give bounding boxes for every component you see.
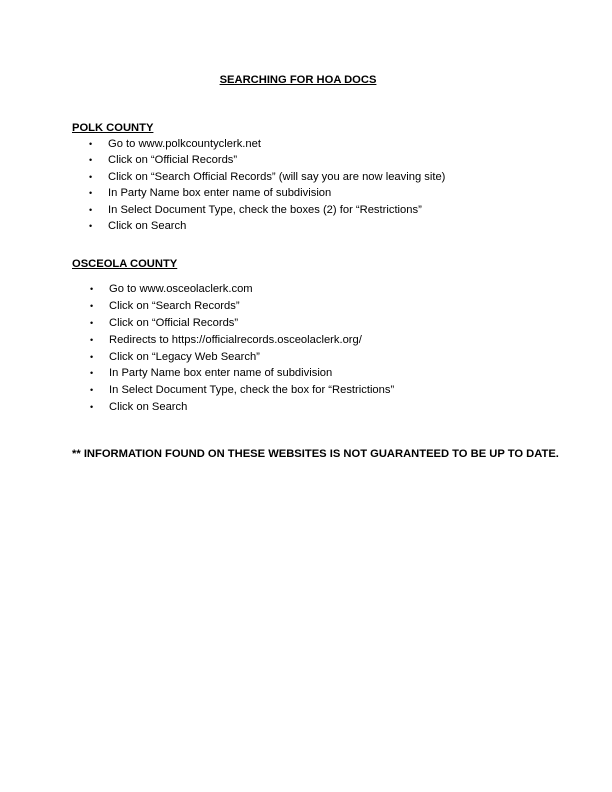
bullet-icon: • <box>89 220 93 231</box>
list-item <box>72 169 445 185</box>
bullet-icon: • <box>89 139 93 149</box>
list-item-text: Go to www.polkcountyclerk.net <box>108 138 261 150</box>
list-item <box>72 202 445 218</box>
list-item-text: Click on “Search Official Records” (will say you are now leaving site) <box>108 170 446 183</box>
list-item <box>72 185 445 201</box>
osceola-steps-list <box>72 281 394 416</box>
bullet-icon: • <box>89 171 93 182</box>
bullet-icon: • <box>90 385 94 396</box>
list-item-text: In Party Name box enter name of subdivision <box>109 367 333 380</box>
list-item <box>72 152 445 168</box>
list-item-text: In Select Document Type, check the boxes (2) for “Restrictions” <box>108 203 422 216</box>
list-item <box>72 281 394 298</box>
bullet-icon: • <box>90 402 94 413</box>
list-item-text: Click on Search <box>109 401 188 414</box>
list-item <box>72 382 394 399</box>
list-item-text: Click on “Official Records” <box>109 316 239 329</box>
disclaimer-note: ** INFORMATION FOUND ON THESE WEBSITES IS NOT GUARANTEED TO BE UP TO DATE. <box>72 448 559 460</box>
list-item <box>72 136 445 152</box>
bullet-icon: • <box>89 204 93 215</box>
list-item <box>72 315 394 332</box>
bullet-icon: • <box>90 351 94 362</box>
bullet-icon: • <box>89 155 93 166</box>
list-item-text: In Select Document Type, check the box for “Restrictions” <box>109 384 395 397</box>
list-item <box>72 218 445 234</box>
bullet-icon: • <box>90 317 94 328</box>
polk-steps-list <box>72 136 445 234</box>
list-item-text: Redirects to https://officialrecords.osceolaclerk.org/ <box>109 333 362 346</box>
polk-county-heading: POLK COUNTY <box>72 122 154 134</box>
bullet-icon: • <box>90 300 94 311</box>
bullet-icon: • <box>89 188 93 199</box>
list-item-text: Click on “Search Records” <box>109 299 240 312</box>
page-title: SEARCHING FOR HOA DOCS <box>219 74 377 86</box>
list-item <box>72 298 394 315</box>
list-item <box>72 399 394 416</box>
list-item-text: Click on “Legacy Web Search” <box>109 350 260 363</box>
bullet-icon: • <box>90 368 94 379</box>
bullet-icon: • <box>90 334 94 345</box>
list-item-text: Click on “Official Records” <box>108 154 238 167</box>
list-item-text: Go to www.osceolaclerk.com <box>109 283 253 295</box>
osceola-county-heading: OSCEOLA COUNTY <box>72 258 178 270</box>
list-item <box>72 349 394 366</box>
list-item <box>72 365 394 382</box>
list-item <box>72 332 394 349</box>
list-item-text: Click on Search <box>108 219 187 232</box>
list-item-text: In Party Name box enter name of subdivision <box>108 187 332 200</box>
bullet-icon: • <box>90 284 94 294</box>
